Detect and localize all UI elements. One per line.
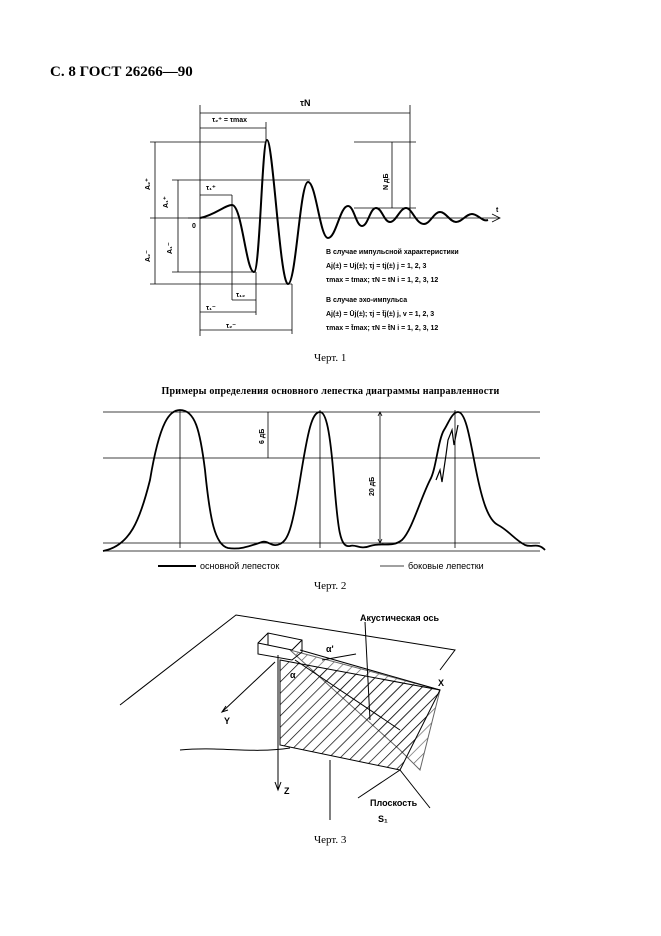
axis-y-label: Y xyxy=(224,716,231,726)
tau2-eq-label: τ₂⁺ = τmax xyxy=(212,117,248,124)
tau-n-label: τN xyxy=(300,98,311,108)
a2-minus-label: A₂⁻ xyxy=(145,250,152,262)
fig3-caption: Черт. 3 xyxy=(314,834,347,846)
n-db-label: N дБ xyxy=(383,173,390,190)
legend-side-lobes: боковые лепестки xyxy=(408,561,484,571)
a1-plus-label: A₁⁺ xyxy=(163,196,170,208)
fig1-text-line-1: В случае импульсной характеристики xyxy=(326,249,459,256)
fig1-text-line-5: Aj(±) = Ūj(±); τj = t̄j(±) j, v = 1, 2, 3 xyxy=(326,311,435,318)
alpha-prime-label: α' xyxy=(326,644,334,654)
tau1-minus-label: τ₁⁻ xyxy=(206,305,216,312)
fig2-title: Примеры определения основного лепестка диаграммы направленности xyxy=(161,386,500,397)
label-20db: 20 дБ xyxy=(369,476,376,496)
fig1-text-line-2: Aj(±) = Uj(±); τj = tj(±) j = 1, 2, 3 xyxy=(326,263,427,270)
tau1-plus-label: τ₁⁺ xyxy=(206,185,216,192)
a1-minus-label: A₁⁻ xyxy=(167,242,174,254)
label-6db: 6 дБ xyxy=(259,428,266,444)
zero-label: 0 xyxy=(192,223,196,230)
fig1-text-line-3: τmax = tmax; τN = tN i = 1, 2, 3, 12 xyxy=(326,277,439,284)
tau2-minus-label: τ₂⁻ xyxy=(226,323,236,330)
fig1-caption: Черт. 1 xyxy=(314,352,347,364)
tau12-label: τ₁₂ xyxy=(236,292,246,299)
axis-x-label: X xyxy=(438,678,445,688)
axis-z-label: Z xyxy=(284,786,290,796)
fig2-caption: Черт. 2 xyxy=(314,580,347,592)
fig1-text-line-4: В случае эхо-импульса xyxy=(326,297,408,304)
acoustic-axis-label: Акустическая ось xyxy=(360,613,440,623)
legend-main-lobe: основной лепесток xyxy=(200,561,280,571)
t-axis-label: t xyxy=(496,207,499,214)
alpha-label: α xyxy=(290,670,296,680)
plane-sub-label: S₁ xyxy=(378,814,388,824)
plane-label: Плоскость xyxy=(370,798,418,808)
fig1-text-line-6: τmax = t̄max; τN = t̄N i = 1, 2, 3, 12 xyxy=(326,325,439,332)
page-title: С. 8 ГОСТ 26266—90 xyxy=(50,64,193,80)
a2-plus-label: A₂⁺ xyxy=(145,178,152,190)
